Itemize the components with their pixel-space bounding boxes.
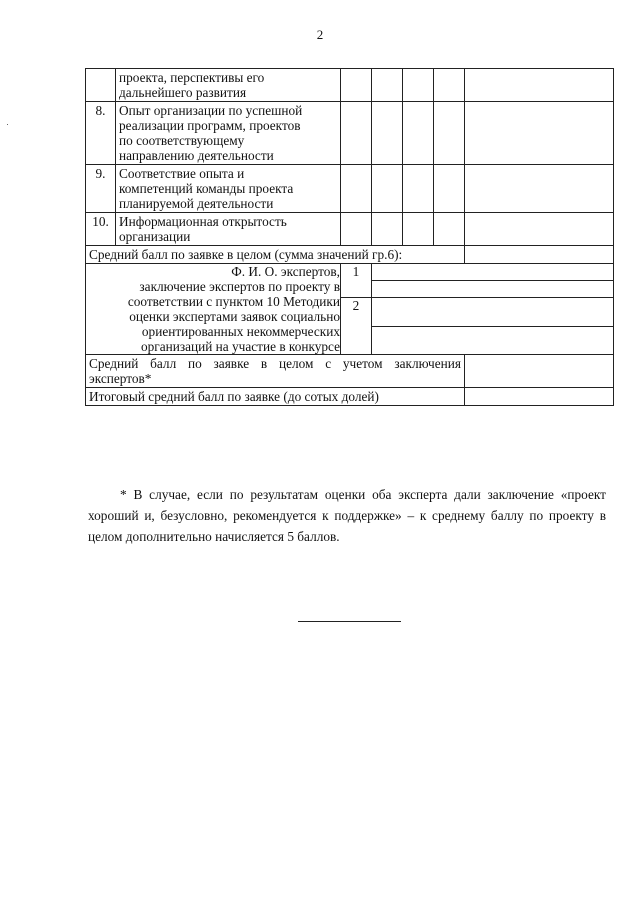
score-cell <box>434 213 465 246</box>
expert-conclusion-cell <box>372 281 614 298</box>
criterion-text-line: дальнейшего развития <box>119 85 247 100</box>
footnote: * В случае, если по результатам оценки оба эксперта дали заключение «проект хороший и, безусловно, рекомендуется к поддержке» – к среднему баллу по проекту в целом дополнительно начисляется 5 баллов. <box>88 487 606 544</box>
score-cell <box>403 69 434 102</box>
criterion-row-7-continued <box>86 69 614 102</box>
criterion-number: 9. <box>86 165 116 213</box>
experts-label-line: соответствии с пунктом 10 Методики <box>127 294 340 309</box>
experts-label-line: Ф. И. О. экспертов, <box>231 264 340 279</box>
criterion-text <box>116 102 341 165</box>
score-cell <box>341 165 372 213</box>
average-with-conclusion-line: экспертов* <box>89 371 152 386</box>
scan-artifact <box>7 124 8 125</box>
criterion-row-9 <box>86 165 614 213</box>
score-cell <box>372 213 403 246</box>
comment-cell <box>465 213 614 246</box>
final-score-value <box>465 388 614 406</box>
expert-number: 2 <box>341 298 372 355</box>
score-cell <box>434 102 465 165</box>
criterion-text-line: реализации программ, проектов <box>119 118 301 133</box>
expert-name-cell <box>372 298 614 327</box>
criterion-text-line: Соответствие опыта и <box>119 166 245 181</box>
criterion-text <box>116 69 341 102</box>
score-cell <box>341 213 372 246</box>
average-score-row <box>86 246 614 264</box>
comment-cell <box>465 102 614 165</box>
average-with-conclusion-value <box>465 355 614 388</box>
evaluation-table-container <box>85 68 613 406</box>
score-cell <box>403 102 434 165</box>
average-score-value <box>465 246 614 264</box>
score-cell <box>434 69 465 102</box>
criterion-number: 10. <box>86 213 116 246</box>
expert-conclusion-cell <box>372 326 614 355</box>
expert-number: 1 <box>341 264 372 298</box>
criterion-text-line: планируемой деятельности <box>119 196 274 211</box>
average-with-conclusion-row <box>86 355 614 388</box>
expert-1-row-a <box>86 264 614 281</box>
score-cell <box>372 165 403 213</box>
criterion-text-line: компетенций команды проекта <box>119 181 294 196</box>
page-number: 2 <box>316 27 324 42</box>
criterion-number: 8. <box>86 102 116 165</box>
score-cell <box>372 69 403 102</box>
comment-cell <box>465 165 614 213</box>
average-score-label: Средний балл по заявке в целом (сумма значений гр.6): <box>86 246 465 264</box>
signature-line <box>298 621 401 622</box>
experts-label-line: ориентированных некоммерческих <box>141 324 340 339</box>
criterion-text-line: Информационная открытость <box>119 214 287 229</box>
criterion-text-line: организации <box>119 229 191 244</box>
criterion-text-line: проекта, перспективы его <box>119 70 265 85</box>
score-cell <box>341 102 372 165</box>
experts-label-line: заключение экспертов по проекту в <box>139 279 340 294</box>
criterion-number <box>86 69 116 102</box>
final-score-row <box>86 388 614 406</box>
experts-label-line: организаций на участие в конкурсе <box>140 339 340 354</box>
criterion-text-line: направлению деятельности <box>119 148 274 163</box>
criterion-text <box>116 213 341 246</box>
score-cell <box>403 213 434 246</box>
average-with-conclusion-label <box>86 355 465 388</box>
expert-name-cell <box>372 264 614 281</box>
criterion-row-10 <box>86 213 614 246</box>
evaluation-table <box>85 68 614 406</box>
score-cell <box>372 102 403 165</box>
average-with-conclusion-line: Средний балл по заявке в целом с учетом заключения <box>89 356 461 371</box>
comment-cell <box>465 69 614 102</box>
criterion-text-line: по соответствующему <box>119 133 245 148</box>
criterion-text-line: Опыт организации по успешной <box>119 103 303 118</box>
criterion-row-8 <box>86 102 614 165</box>
criterion-text <box>116 165 341 213</box>
experts-label-line: оценки экспертами заявок социально <box>129 309 340 324</box>
experts-label <box>86 264 341 355</box>
score-cell <box>434 165 465 213</box>
score-cell <box>341 69 372 102</box>
score-cell <box>403 165 434 213</box>
final-score-label: Итоговый средний балл по заявке (до сотых долей) <box>86 388 465 406</box>
